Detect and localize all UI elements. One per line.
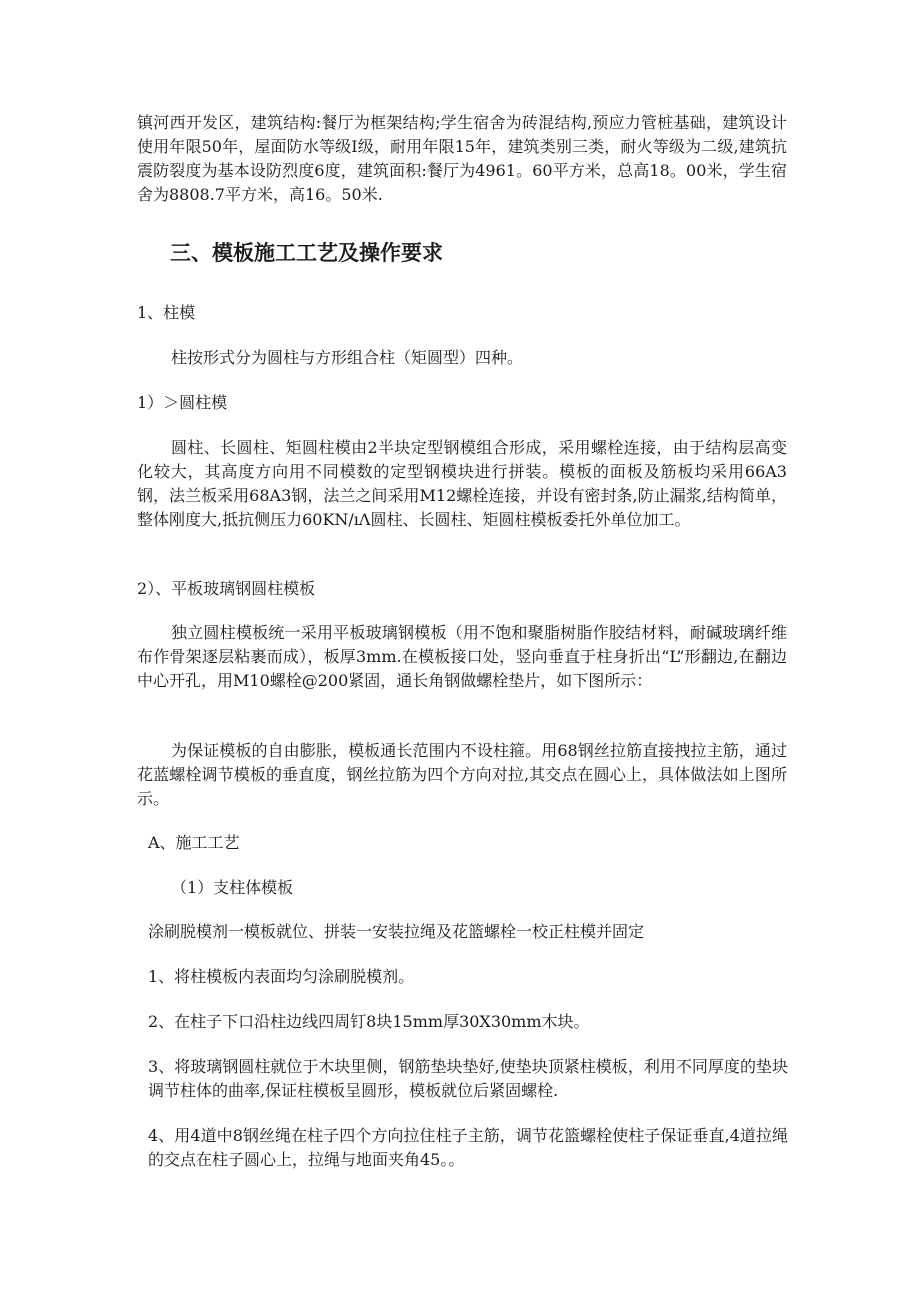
construction-step: 4、用4道中8钢丝绳在柱子四个方向拉住柱子主筋，调节花篮螺栓使柱子保证垂直,4道拉绳的交点在柱子圆心上，拉绳与地面夹角45。。: [148, 1126, 788, 1169]
round-mold-body: 圆柱、长圆柱、矩圆柱模由2半块定型钢模组合形成，采用螺栓连接，由于结构层高变化较大，其高度方向用不同模数的定型钢模块进行拼装。模板的面板及筋板均采用66A3钢，法兰板采用68A3钢，法兰之间采用M12螺栓连接，并设有密封条,防止漏浆,结构简单，整体刚度大,抵抗侧压力60KN/ıΛ圆柱、长圆柱、矩圆柱模板委托外单位加工。: [137, 438, 787, 529]
column-mold-intro: 柱按形式分为圆柱与方形组合柱（矩圆型）四种。: [171, 348, 524, 367]
frp-mold-title: 2）、平板玻璃钢圆柱模板: [137, 579, 316, 598]
construction-step: 3、将玻璃钢圆柱就位于木块里侧，钢筋垫块垫好,使垫块顶紧柱模板，利用不同厚度的垫块调节柱体的曲率,保证柱模板呈圆形，模板就位后紧固螺栓.: [148, 1057, 788, 1100]
construction-sub-title: （1）支柱体模板: [171, 878, 294, 897]
frp-mold-body-2: 为保证模板的自由膨胀，模板通长范围内不设柱箍。用68钢丝拉筋直接拽拉主筋，通过花蓝螺栓调节模板的垂直度，钢丝拉筋为四个方向对拉,其交点在圆心上，具体做法如上图所示。: [137, 741, 787, 808]
section-heading: 三、模板施工工艺及操作要求: [170, 240, 443, 265]
frp-mold-body-1: 独立圆柱模板统一采用平板玻璃钢模板（用不饱和聚脂树脂作胶结材料，耐碱玻璃纤维布作骨架逐层粘裹而成），板厚3mm.在模板接口处，竖向垂直于柱身折出“L”形翻边,在翻边中心开孔，用M10螺栓@200紧固，通长角钢做螺栓垫片，如下图所示：: [137, 623, 787, 690]
intro-paragraph: 镇河西开发区，建筑结构:餐厅为框架结构;学生宿舍为砖混结构,预应力管桩基础，建筑设计使用年限50年，屋面防水等级I级，耐用年限15年，建筑类别三类，耐火等级为二级,建筑抗震防裂度为基本设防烈度6度，建筑面积:餐厅为4961。60平方米，总高18。00米，学生宿舍为8808.7平方米，高16。50米.: [137, 113, 787, 204]
construction-flow: 涂刷脱模剂一模板就位、拼装一安装拉绳及花篮螺栓一校正柱模并固定: [148, 922, 645, 941]
round-mold-title: 1）＞圆柱模: [137, 393, 228, 412]
column-mold-title: 1、柱模: [137, 303, 196, 322]
construction-title: A、施工工艺: [148, 833, 240, 852]
construction-step: 2、在柱子下口沿柱边线四周钉8块15mm厚30X30mm木块。: [148, 1012, 590, 1031]
construction-step: 1、将柱模板内表面均匀涂刷脱模剂。: [148, 967, 415, 986]
